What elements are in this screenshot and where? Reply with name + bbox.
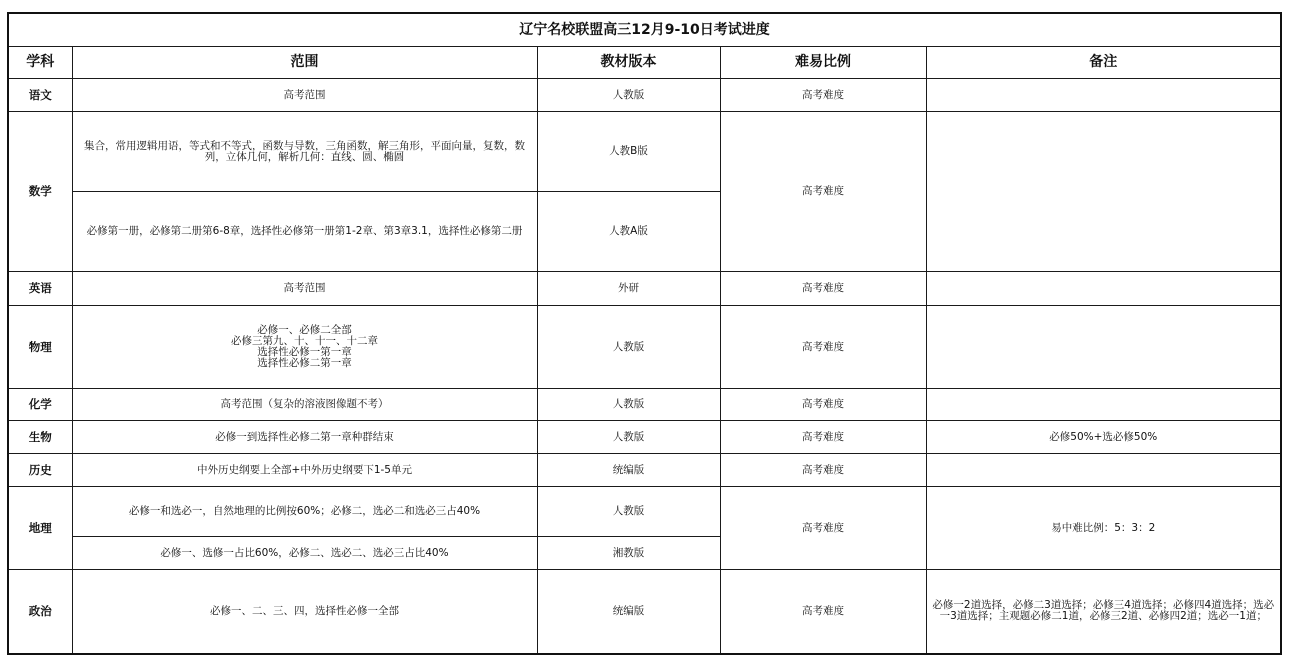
textbook-cell: 人教版 (537, 421, 720, 454)
textbook-cell: 人教版 (537, 306, 720, 389)
difficulty-cell: 高考难度 (720, 421, 926, 454)
difficulty-cell: 高考难度 (720, 570, 926, 654)
textbook-cell: 人教B版 (537, 112, 720, 192)
subject-cell: 英语 (8, 272, 72, 306)
subject-cell: 化学 (8, 389, 72, 421)
scope-cell (72, 306, 537, 389)
notes-cell (926, 306, 1281, 389)
subject-cell: 生物 (8, 421, 72, 454)
difficulty-cell: 高考难度 (720, 454, 926, 487)
scope-cell: 高考范围 (72, 79, 537, 112)
subject-cell: 政治 (8, 570, 72, 654)
title-row (8, 13, 1281, 47)
textbook-cell: 人教版 (537, 389, 720, 421)
scope-cell: 高考范围 (72, 272, 537, 306)
table-row (8, 79, 1281, 112)
scope-cell: 必修一到选择性必修二第一章种群结束 (72, 421, 537, 454)
scope-cell: 中外历史纲要上全部+中外历史纲要下1-5单元 (72, 454, 537, 487)
notes-cell (926, 79, 1281, 112)
subject-cell: 历史 (8, 454, 72, 487)
textbook-cell: 人教版 (537, 487, 720, 537)
notes-cell (926, 454, 1281, 487)
notes-cell (926, 112, 1281, 272)
notes-cell (926, 389, 1281, 421)
header-row (8, 47, 1281, 79)
textbook-cell: 统编版 (537, 454, 720, 487)
difficulty-cell: 高考难度 (720, 487, 926, 570)
scope-cell: 必修一和选必一，自然地理的比例按60%；必修二，选必二和选必三占40% (72, 487, 537, 537)
table-row (8, 487, 1281, 537)
subject-cell: 物理 (8, 306, 72, 389)
scope-cell: 高考范围（复杂的溶液图像题不考） (72, 389, 537, 421)
scope-cell: 集合，常用逻辑用语，等式和不等式，函数与导数，三角函数，解三角形，平面向量，复数，数列，立体几何，解析几何：直线、圆、椭圆 (72, 112, 537, 192)
scope-line: 选择性必修一第一章 (257, 346, 352, 358)
table-row (8, 112, 1281, 192)
textbook-cell: 人教A版 (537, 192, 720, 272)
header-textbook: 教材版本 (537, 47, 720, 79)
table-title: 辽宁名校联盟高三12月9-10日考试进度 (8, 13, 1281, 47)
textbook-cell: 人教版 (537, 79, 720, 112)
scope-line: 必修一、必修二全部 (257, 324, 352, 336)
difficulty-cell: 高考难度 (720, 389, 926, 421)
subject-cell: 地理 (8, 487, 72, 570)
table-row (8, 421, 1281, 454)
schedule-sheet (7, 12, 1282, 655)
schedule-table (7, 12, 1282, 655)
table-row (8, 570, 1281, 654)
scope-cell: 必修第一册，必修第二册第6-8章，选择性必修第一册第1-2章、第3章3.1，选择性必修第二册 (72, 192, 537, 272)
table-row (8, 389, 1281, 421)
header-scope: 范围 (72, 47, 537, 79)
subject-cell: 语文 (8, 79, 72, 112)
header-notes: 备注 (926, 47, 1281, 79)
header-subject: 学科 (8, 47, 72, 79)
notes-cell: 必修一2道选择，必修二3道选择；必修三4道选择；必修四4道选择；选必一3道选择；主观题必修二1道，必修三2道、必修四2道；选必一1道； (926, 570, 1281, 654)
difficulty-cell: 高考难度 (720, 79, 926, 112)
difficulty-cell: 高考难度 (720, 272, 926, 306)
header-difficulty: 难易比例 (720, 47, 926, 79)
table-row (8, 454, 1281, 487)
difficulty-cell: 高考难度 (720, 112, 926, 272)
notes-cell: 易中难比例：5：3：2 (926, 487, 1281, 570)
textbook-cell: 湘教版 (537, 537, 720, 570)
textbook-cell: 外研 (537, 272, 720, 306)
difficulty-cell: 高考难度 (720, 306, 926, 389)
scope-line: 必修三第九、十、十一、十二章 (231, 335, 378, 347)
scope-cell: 必修一、选修一占比60%，必修二、选必二、选必三占比40% (72, 537, 537, 570)
table-row (8, 272, 1281, 306)
notes-cell (926, 272, 1281, 306)
scope-cell: 必修一、二、三、四，选择性必修一全部 (72, 570, 537, 654)
textbook-cell: 统编版 (537, 570, 720, 654)
subject-cell: 数学 (8, 112, 72, 272)
table-row (8, 306, 1281, 389)
notes-cell: 必修50%+选必修50% (926, 421, 1281, 454)
scope-line: 选择性必修二第一章 (257, 357, 352, 369)
